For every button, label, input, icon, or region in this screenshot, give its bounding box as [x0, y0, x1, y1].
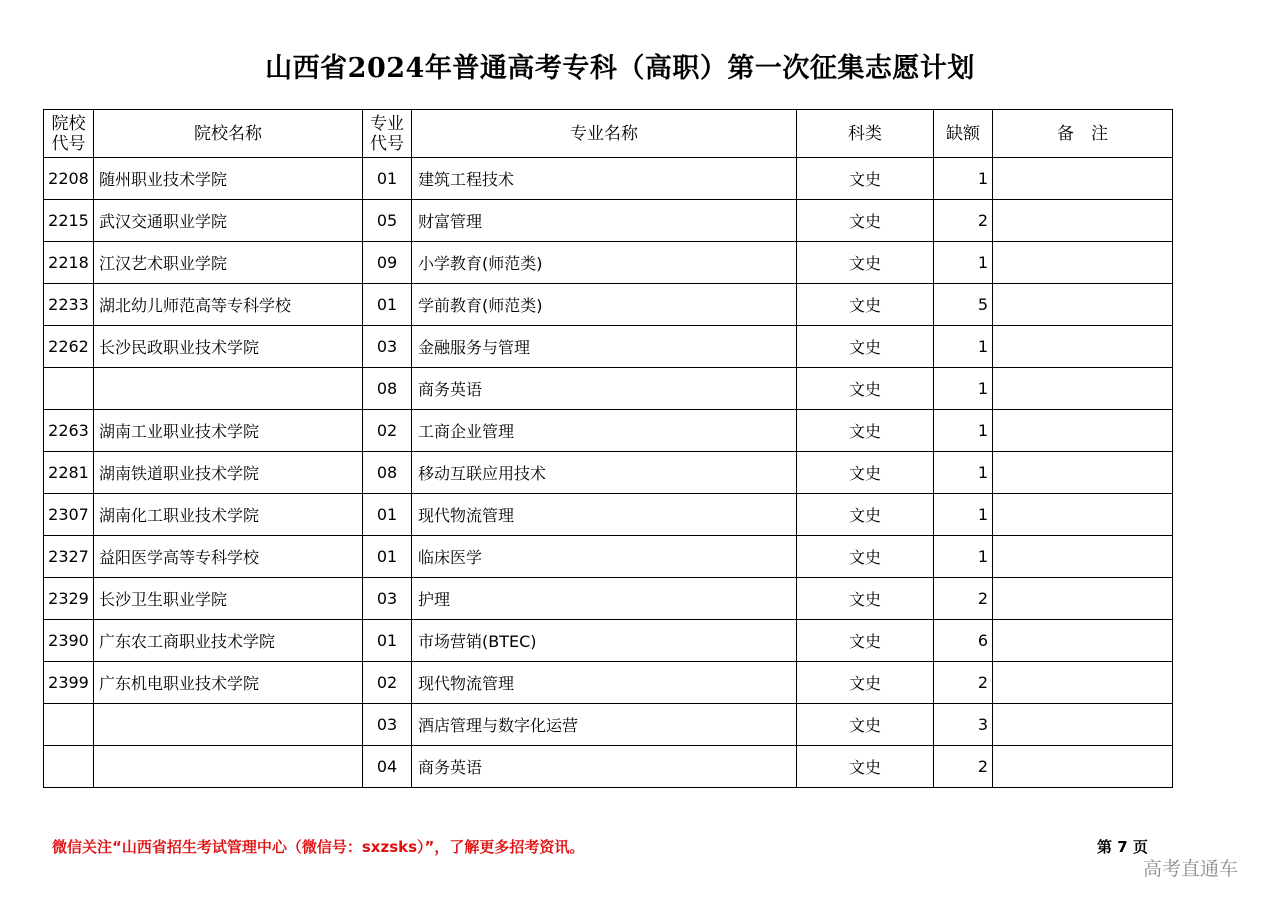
cell-vacancy: 1: [934, 536, 993, 578]
cell-school-code: 2263: [44, 410, 94, 452]
table-row: [44, 494, 1173, 536]
table-row: [44, 536, 1173, 578]
table-row: [44, 620, 1173, 662]
cell-vacancy: 2: [934, 662, 993, 704]
cell-school-code: 2390: [44, 620, 94, 662]
cell-major-name: 临床医学: [412, 536, 797, 578]
cell-vacancy: 6: [934, 620, 993, 662]
cell-major-code: 01: [363, 536, 412, 578]
header-major-name: 专业名称: [412, 110, 797, 158]
cell-vacancy: 1: [934, 494, 993, 536]
cell-remark: [993, 326, 1173, 368]
table-body: [44, 158, 1173, 788]
cell-major-code: 03: [363, 704, 412, 746]
cell-major-name: 移动互联应用技术: [412, 452, 797, 494]
cell-school-code: 2233: [44, 284, 94, 326]
cell-vacancy: 2: [934, 578, 993, 620]
cell-subject: 文史: [797, 200, 934, 242]
cell-school-name: 长沙民政职业技术学院: [94, 326, 363, 368]
cell-major-code: 02: [363, 410, 412, 452]
cell-subject: 文史: [797, 284, 934, 326]
table-row: [44, 242, 1173, 284]
cell-school-name: 长沙卫生职业学院: [94, 578, 363, 620]
cell-remark: [993, 620, 1173, 662]
cell-major-code: 05: [363, 200, 412, 242]
cell-school-name: 湖南铁道职业技术学院: [94, 452, 363, 494]
cell-remark: [993, 494, 1173, 536]
cell-major-code: 09: [363, 242, 412, 284]
cell-remark: [993, 200, 1173, 242]
cell-school-code: 2281: [44, 452, 94, 494]
table-row: [44, 368, 1173, 410]
cell-major-code: 01: [363, 494, 412, 536]
cell-school-name: 湖北幼儿师范高等专科学校: [94, 284, 363, 326]
cell-remark: [993, 578, 1173, 620]
cell-school-code: 2399: [44, 662, 94, 704]
table-row: [44, 662, 1173, 704]
cell-major-name: 现代物流管理: [412, 494, 797, 536]
cell-major-name: 商务英语: [412, 368, 797, 410]
cell-remark: [993, 410, 1173, 452]
header-vacancy: 缺额: [934, 110, 993, 158]
cell-major-code: 03: [363, 578, 412, 620]
table-row: [44, 704, 1173, 746]
table-header-row: [44, 110, 1173, 158]
cell-major-name: 商务英语: [412, 746, 797, 788]
cell-school-code: 2307: [44, 494, 94, 536]
page-title: 山西省2024年普通高考专科（高职）第一次征集志愿计划: [265, 53, 975, 84]
cell-school-name: [94, 746, 363, 788]
enrollment-plan-table: [43, 109, 1173, 788]
cell-subject: 文史: [797, 704, 934, 746]
cell-major-name: 建筑工程技术: [412, 158, 797, 200]
cell-remark: [993, 158, 1173, 200]
cell-major-code: 04: [363, 746, 412, 788]
cell-subject: 文史: [797, 368, 934, 410]
table-row: [44, 452, 1173, 494]
cell-major-name: 财富管理: [412, 200, 797, 242]
cell-subject: 文史: [797, 452, 934, 494]
cell-major-name: 护理: [412, 578, 797, 620]
cell-major-name: 工商企业管理: [412, 410, 797, 452]
cell-vacancy: 1: [934, 452, 993, 494]
cell-subject: 文史: [797, 662, 934, 704]
cell-school-name: [94, 704, 363, 746]
table-row: [44, 410, 1173, 452]
cell-major-code: 01: [363, 158, 412, 200]
cell-school-code: [44, 746, 94, 788]
cell-remark: [993, 242, 1173, 284]
cell-remark: [993, 536, 1173, 578]
cell-subject: 文史: [797, 158, 934, 200]
cell-vacancy: 5: [934, 284, 993, 326]
cell-subject: 文史: [797, 578, 934, 620]
cell-vacancy: 1: [934, 410, 993, 452]
cell-school-code: 2329: [44, 578, 94, 620]
table-row: [44, 746, 1173, 788]
cell-subject: 文史: [797, 410, 934, 452]
cell-major-code: 03: [363, 326, 412, 368]
cell-school-name: 湖南工业职业技术学院: [94, 410, 363, 452]
table-row: [44, 578, 1173, 620]
cell-subject: 文史: [797, 494, 934, 536]
cell-school-name: [94, 368, 363, 410]
header-school-code: 院校代号: [44, 110, 94, 158]
cell-major-name: 现代物流管理: [412, 662, 797, 704]
table-row: [44, 284, 1173, 326]
cell-major-name: 酒店管理与数字化运营: [412, 704, 797, 746]
page-number: 第 7 页: [1097, 838, 1148, 856]
cell-subject: 文史: [797, 326, 934, 368]
footer-wechat-note: 微信关注“山西省招生考试管理中心（微信号：sxzsks）”，了解更多招考资讯。: [52, 838, 585, 856]
cell-school-name: 江汉艺术职业学院: [94, 242, 363, 284]
cell-subject: 文史: [797, 242, 934, 284]
cell-subject: 文史: [797, 746, 934, 788]
header-school-name: 院校名称: [94, 110, 363, 158]
cell-school-name: 湖南化工职业技术学院: [94, 494, 363, 536]
cell-school-code: 2327: [44, 536, 94, 578]
cell-school-code: 2218: [44, 242, 94, 284]
header-major-code: 专业代号: [363, 110, 412, 158]
cell-school-name: 武汉交通职业学院: [94, 200, 363, 242]
cell-school-name: 随州职业技术学院: [94, 158, 363, 200]
cell-school-name: 广东农工商职业技术学院: [94, 620, 363, 662]
cell-school-code: 2215: [44, 200, 94, 242]
table-row: [44, 158, 1173, 200]
cell-school-name: 广东机电职业技术学院: [94, 662, 363, 704]
cell-school-code: [44, 704, 94, 746]
cell-vacancy: 1: [934, 326, 993, 368]
header-remark: 备 注: [993, 110, 1173, 158]
cell-major-name: 小学教育(师范类): [412, 242, 797, 284]
cell-vacancy: 1: [934, 158, 993, 200]
cell-remark: [993, 662, 1173, 704]
cell-major-code: 08: [363, 368, 412, 410]
cell-vacancy: 1: [934, 368, 993, 410]
table-row: [44, 200, 1173, 242]
cell-major-code: 01: [363, 620, 412, 662]
cell-school-code: [44, 368, 94, 410]
cell-subject: 文史: [797, 620, 934, 662]
cell-school-code: 2208: [44, 158, 94, 200]
cell-remark: [993, 746, 1173, 788]
cell-remark: [993, 704, 1173, 746]
cell-major-name: 市场营销(BTEC): [412, 620, 797, 662]
cell-remark: [993, 368, 1173, 410]
cell-remark: [993, 284, 1173, 326]
cell-major-name: 学前教育(师范类): [412, 284, 797, 326]
cell-vacancy: 3: [934, 704, 993, 746]
cell-school-code: 2262: [44, 326, 94, 368]
table-row: [44, 326, 1173, 368]
cell-major-code: 08: [363, 452, 412, 494]
cell-vacancy: 2: [934, 746, 993, 788]
cell-vacancy: 2: [934, 200, 993, 242]
cell-major-name: 金融服务与管理: [412, 326, 797, 368]
cell-major-code: 01: [363, 284, 412, 326]
header-subject: 科类: [797, 110, 934, 158]
cell-subject: 文史: [797, 536, 934, 578]
watermark: 高考直通车: [1143, 858, 1239, 880]
cell-major-code: 02: [363, 662, 412, 704]
cell-remark: [993, 452, 1173, 494]
cell-school-name: 益阳医学高等专科学校: [94, 536, 363, 578]
cell-vacancy: 1: [934, 242, 993, 284]
